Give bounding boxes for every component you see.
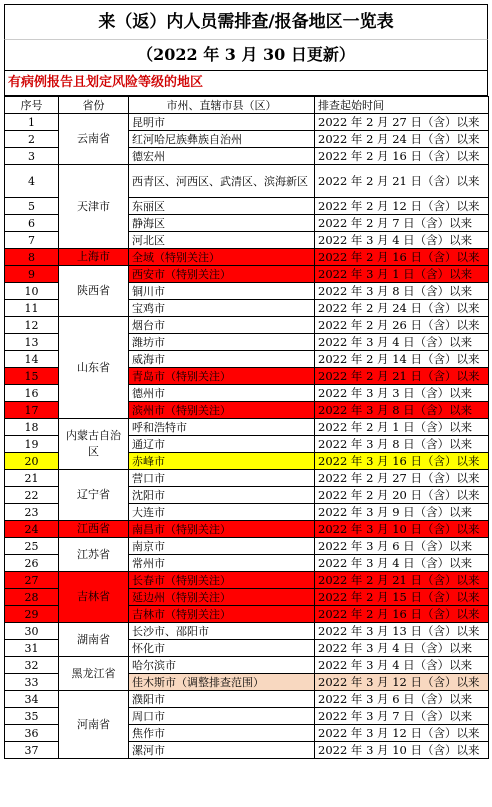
date-cell: 2022 年 3 月 8 日（含）以来 — [315, 283, 489, 300]
date-cell: 2022 年 3 月 1 日（含）以来 — [315, 266, 489, 283]
province-cell: 上海市 — [59, 249, 129, 266]
date-cell: 2022 年 3 月 16 日（含）以来 — [315, 453, 489, 470]
row-no: 20 — [5, 453, 59, 470]
city-cell: 濮阳市 — [129, 691, 315, 708]
region-list-sheet — [4, 4, 488, 759]
section-heading: 有病例报告且划定风险等级的地区 — [4, 71, 488, 96]
row-no: 25 — [5, 538, 59, 555]
date-cell: 2022 年 3 月 6 日（含）以来 — [315, 691, 489, 708]
city-cell: 铜川市 — [129, 283, 315, 300]
row-no: 24 — [5, 521, 59, 538]
city-cell: 东丽区 — [129, 198, 315, 215]
table-row-highlighted — [5, 249, 489, 266]
city-cell: 大连市 — [129, 504, 315, 521]
row-no: 1 — [5, 114, 59, 131]
date-cell: 2022 年 3 月 8 日（含）以来 — [315, 402, 489, 419]
city-cell: 怀化市 — [129, 640, 315, 657]
city-cell: 佳木斯市（调整排查范围） — [129, 674, 315, 691]
city-cell: 德宏州 — [129, 148, 315, 165]
table-row — [5, 114, 489, 131]
date-cell: 2022 年 2 月 24 日（含）以来 — [315, 131, 489, 148]
row-no: 35 — [5, 708, 59, 725]
row-no: 27 — [5, 572, 59, 589]
date-cell: 2022 年 3 月 8 日（含）以来 — [315, 436, 489, 453]
city-cell: 潍坊市 — [129, 334, 315, 351]
date-cell: 2022 年 2 月 16 日（含）以来 — [315, 249, 489, 266]
date-cell: 2022 年 3 月 12 日（含）以来 — [315, 725, 489, 742]
row-no: 3 — [5, 148, 59, 165]
date-cell: 2022 年 2 月 14 日（含）以来 — [315, 351, 489, 368]
row-no: 10 — [5, 283, 59, 300]
row-no: 29 — [5, 606, 59, 623]
city-cell: 周口市 — [129, 708, 315, 725]
date-cell: 2022 年 3 月 9 日（含）以来 — [315, 504, 489, 521]
row-no: 22 — [5, 487, 59, 504]
row-no: 21 — [5, 470, 59, 487]
date-cell: 2022 年 3 月 6 日（含）以来 — [315, 538, 489, 555]
table-row — [5, 317, 489, 334]
row-no: 7 — [5, 232, 59, 249]
date-cell: 2022 年 2 月 27 日（含）以来 — [315, 470, 489, 487]
table-row — [5, 165, 489, 198]
province-cell: 湖南省 — [59, 623, 129, 657]
row-no: 9 — [5, 266, 59, 283]
date-cell: 2022 年 3 月 3 日（含）以来 — [315, 385, 489, 402]
row-no: 18 — [5, 419, 59, 436]
row-no: 30 — [5, 623, 59, 640]
table-row-highlighted — [5, 266, 489, 283]
row-no: 26 — [5, 555, 59, 572]
table-row — [5, 470, 489, 487]
city-cell: 南昌市（特别关注） — [129, 521, 315, 538]
row-no: 33 — [5, 674, 59, 691]
province-cell: 江西省 — [59, 521, 129, 538]
date-cell: 2022 年 3 月 4 日（含）以来 — [315, 640, 489, 657]
date-cell: 2022 年 3 月 13 日（含）以来 — [315, 623, 489, 640]
row-no: 37 — [5, 742, 59, 759]
date-cell: 2022 年 3 月 4 日（含）以来 — [315, 555, 489, 572]
row-no: 16 — [5, 385, 59, 402]
page-title: 来（返）内人员需排查/报备地区一览表 — [4, 4, 488, 39]
date-cell: 2022 年 2 月 21 日（含）以来 — [315, 368, 489, 385]
city-cell: 通辽市 — [129, 436, 315, 453]
row-no: 36 — [5, 725, 59, 742]
city-cell: 吉林市（特别关注） — [129, 606, 315, 623]
city-cell: 静海区 — [129, 215, 315, 232]
row-no: 13 — [5, 334, 59, 351]
city-cell: 烟台市 — [129, 317, 315, 334]
city-cell: 常州市 — [129, 555, 315, 572]
date-cell: 2022 年 2 月 16 日（含）以来 — [315, 606, 489, 623]
date-cell: 2022 年 2 月 21 日（含）以来 — [315, 572, 489, 589]
city-cell: 西青区、河西区、武清区、滨海新区 — [129, 165, 315, 198]
row-no: 15 — [5, 368, 59, 385]
table-header-row — [5, 97, 489, 114]
table-row — [5, 538, 489, 555]
province-cell: 云南省 — [59, 114, 129, 165]
city-cell: 全域（特别关注） — [129, 249, 315, 266]
date-cell: 2022 年 2 月 12 日（含）以来 — [315, 198, 489, 215]
date-cell: 2022 年 3 月 12 日（含）以来 — [315, 674, 489, 691]
city-cell: 赤峰市 — [129, 453, 315, 470]
province-cell: 内蒙古自治区 — [59, 419, 129, 470]
row-no: 28 — [5, 589, 59, 606]
row-no: 14 — [5, 351, 59, 368]
date-cell: 2022 年 3 月 4 日（含）以来 — [315, 657, 489, 674]
date-cell: 2022 年 3 月 7 日（含）以来 — [315, 708, 489, 725]
header-date: 排查起始时间 — [315, 97, 489, 114]
city-cell: 威海市 — [129, 351, 315, 368]
date-cell: 2022 年 2 月 20 日（含）以来 — [315, 487, 489, 504]
row-no: 32 — [5, 657, 59, 674]
city-cell: 沈阳市 — [129, 487, 315, 504]
city-cell: 青岛市（特别关注） — [129, 368, 315, 385]
table-row — [5, 623, 489, 640]
city-cell: 昆明市 — [129, 114, 315, 131]
city-cell: 延边州（特别关注） — [129, 589, 315, 606]
row-no: 4 — [5, 165, 59, 198]
date-cell: 2022 年 2 月 1 日（含）以来 — [315, 419, 489, 436]
province-cell: 吉林省 — [59, 572, 129, 623]
row-no: 19 — [5, 436, 59, 453]
province-cell: 河南省 — [59, 691, 129, 759]
province-cell: 山东省 — [59, 317, 129, 419]
table-row — [5, 419, 489, 436]
row-no: 12 — [5, 317, 59, 334]
date-cell: 2022 年 2 月 24 日（含）以来 — [315, 300, 489, 317]
date-cell: 2022 年 2 月 26 日（含）以来 — [315, 317, 489, 334]
city-cell: 漯河市 — [129, 742, 315, 759]
row-no: 17 — [5, 402, 59, 419]
province-cell: 陕西省 — [59, 266, 129, 317]
region-table — [4, 96, 489, 759]
header-no: 序号 — [5, 97, 59, 114]
date-cell: 2022 年 2 月 27 日（含）以来 — [315, 114, 489, 131]
date-cell: 2022 年 2 月 21 日（含）以来 — [315, 165, 489, 198]
city-cell: 呼和浩特市 — [129, 419, 315, 436]
header-city: 市州、直辖市县（区） — [129, 97, 315, 114]
city-cell: 营口市 — [129, 470, 315, 487]
row-no: 8 — [5, 249, 59, 266]
city-cell: 长春市（特别关注） — [129, 572, 315, 589]
province-cell: 黑龙江省 — [59, 657, 129, 691]
city-cell: 焦作市 — [129, 725, 315, 742]
city-cell: 南京市 — [129, 538, 315, 555]
date-cell: 2022 年 3 月 4 日（含）以来 — [315, 334, 489, 351]
province-cell: 天津市 — [59, 165, 129, 249]
city-cell: 宝鸡市 — [129, 300, 315, 317]
city-cell: 长沙市、邵阳市 — [129, 623, 315, 640]
update-date-subtitle: （2022 年 3 月 30 日更新） — [4, 39, 488, 71]
table-row-highlighted — [5, 521, 489, 538]
province-cell: 辽宁省 — [59, 470, 129, 521]
row-no: 11 — [5, 300, 59, 317]
table-row-highlighted — [5, 572, 489, 589]
date-cell: 2022 年 3 月 10 日（含）以来 — [315, 742, 489, 759]
row-no: 2 — [5, 131, 59, 148]
date-cell: 2022 年 3 月 4 日（含）以来 — [315, 232, 489, 249]
header-province: 省份 — [59, 97, 129, 114]
date-cell: 2022 年 2 月 16 日（含）以来 — [315, 148, 489, 165]
date-cell: 2022 年 2 月 15 日（含）以来 — [315, 589, 489, 606]
table-row — [5, 657, 489, 674]
row-no: 31 — [5, 640, 59, 657]
city-cell: 哈尔滨市 — [129, 657, 315, 674]
province-cell: 江苏省 — [59, 538, 129, 572]
city-cell: 德州市 — [129, 385, 315, 402]
city-cell: 河北区 — [129, 232, 315, 249]
table-row — [5, 691, 489, 708]
city-cell: 红河哈尼族彝族自治州 — [129, 131, 315, 148]
city-cell: 西安市（特别关注） — [129, 266, 315, 283]
row-no: 5 — [5, 198, 59, 215]
row-no: 23 — [5, 504, 59, 521]
city-cell: 滨州市（特别关注） — [129, 402, 315, 419]
row-no: 34 — [5, 691, 59, 708]
date-cell: 2022 年 2 月 7 日（含）以来 — [315, 215, 489, 232]
date-cell: 2022 年 3 月 10 日（含）以来 — [315, 521, 489, 538]
row-no: 6 — [5, 215, 59, 232]
